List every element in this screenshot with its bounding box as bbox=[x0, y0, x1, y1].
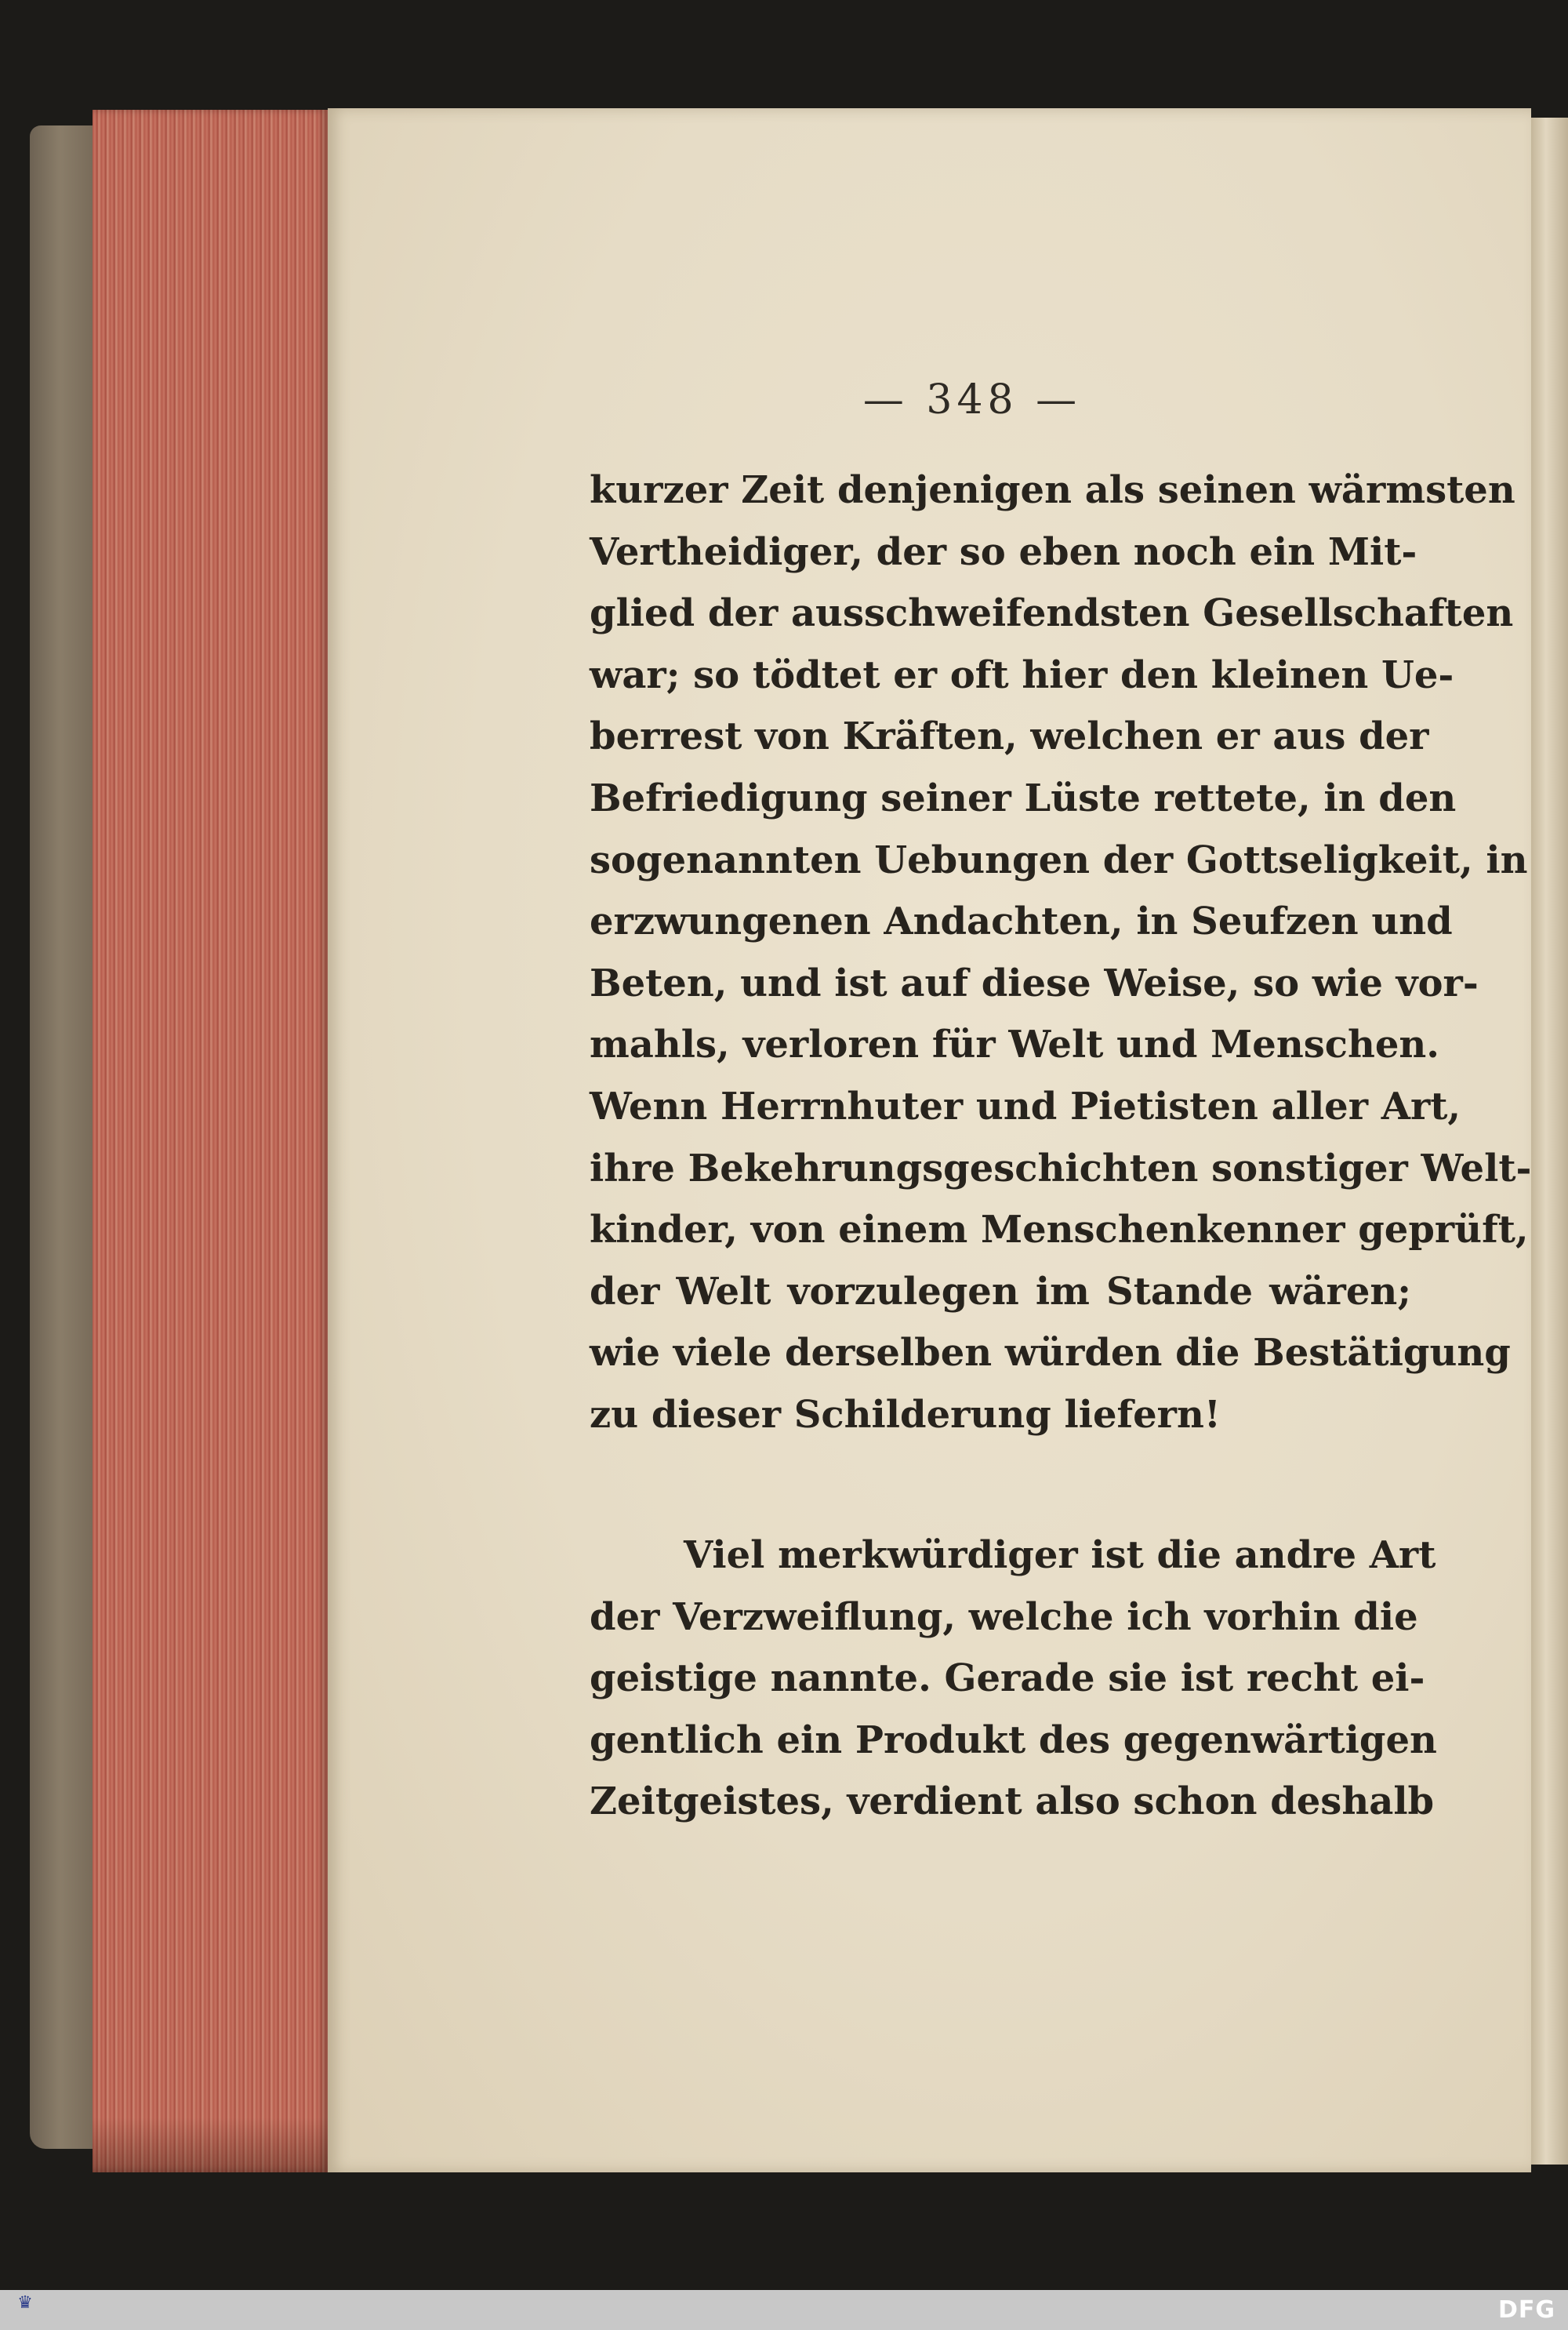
viewer-footer-bar bbox=[0, 2290, 1568, 2330]
text-line: war; so tödtet er oft hier den kleinen Ue- bbox=[590, 652, 1454, 697]
text-line: geistige nannte. Gerade sie ist recht ei- bbox=[590, 1656, 1425, 1701]
text-line: sogenannten Uebungen der Gottseligkeit, in bbox=[590, 838, 1528, 882]
paragraph-1 bbox=[590, 460, 1532, 1446]
text-line: Zeitgeistes, verdient also schon deshalb bbox=[590, 1779, 1435, 1824]
text-line: kinder, von einem Menschenkenner geprüft, bbox=[590, 1208, 1529, 1252]
text-line: Vertheidiger, der so eben noch ein Mit- bbox=[590, 529, 1417, 574]
text-line: wie viele derselben würden die Bestätigung bbox=[590, 1331, 1511, 1376]
text-line: zu dieser Schilderung liefern! bbox=[590, 1392, 1221, 1437]
text-line: kurzer Zeit denjenigen als seinen wärmsten bbox=[590, 468, 1515, 512]
text-line: Befriedigung seiner Lüste rettete, in den bbox=[590, 776, 1457, 820]
text-line: erzwungenen Andachten, in Seufzen und bbox=[590, 900, 1453, 944]
paragraph-2 bbox=[590, 1525, 1437, 1833]
text-line: glied der ausschweifendsten Gesellschaften bbox=[590, 591, 1514, 636]
text-line: mahls, verloren für Welt und Menschen. bbox=[590, 1023, 1440, 1067]
text-line: Wenn Herrnhuter und Pietisten aller Art, bbox=[590, 1084, 1461, 1129]
text-line: Beten, und ist auf diese Weise, so wie vor- bbox=[590, 961, 1479, 1005]
page-number: — 348 — bbox=[862, 376, 1082, 423]
book-gutter bbox=[1531, 118, 1568, 2165]
text-line: Viel merkwürdiger ist die andre Art bbox=[684, 1533, 1436, 1577]
page-edges-shadow bbox=[93, 2117, 328, 2172]
text-line: gentlich ein Produkt des gegenwärtigen bbox=[590, 1718, 1437, 1762]
text-line: der Welt vorzulegen im Stande wären; bbox=[590, 1269, 1411, 1314]
dfg-logo: DFG bbox=[1497, 2296, 1555, 2324]
text-line: ihre Bekehrungsgeschichten sonstiger Welt- bbox=[590, 1146, 1532, 1190]
text-line: berrest von Kräften, welchen er aus der bbox=[590, 714, 1429, 759]
page-edges-stack bbox=[93, 110, 328, 2172]
library-logo-icon: ♛ bbox=[17, 2293, 33, 2313]
text-line: der Verzweiflung, welche ich vorhin die bbox=[590, 1594, 1418, 1639]
